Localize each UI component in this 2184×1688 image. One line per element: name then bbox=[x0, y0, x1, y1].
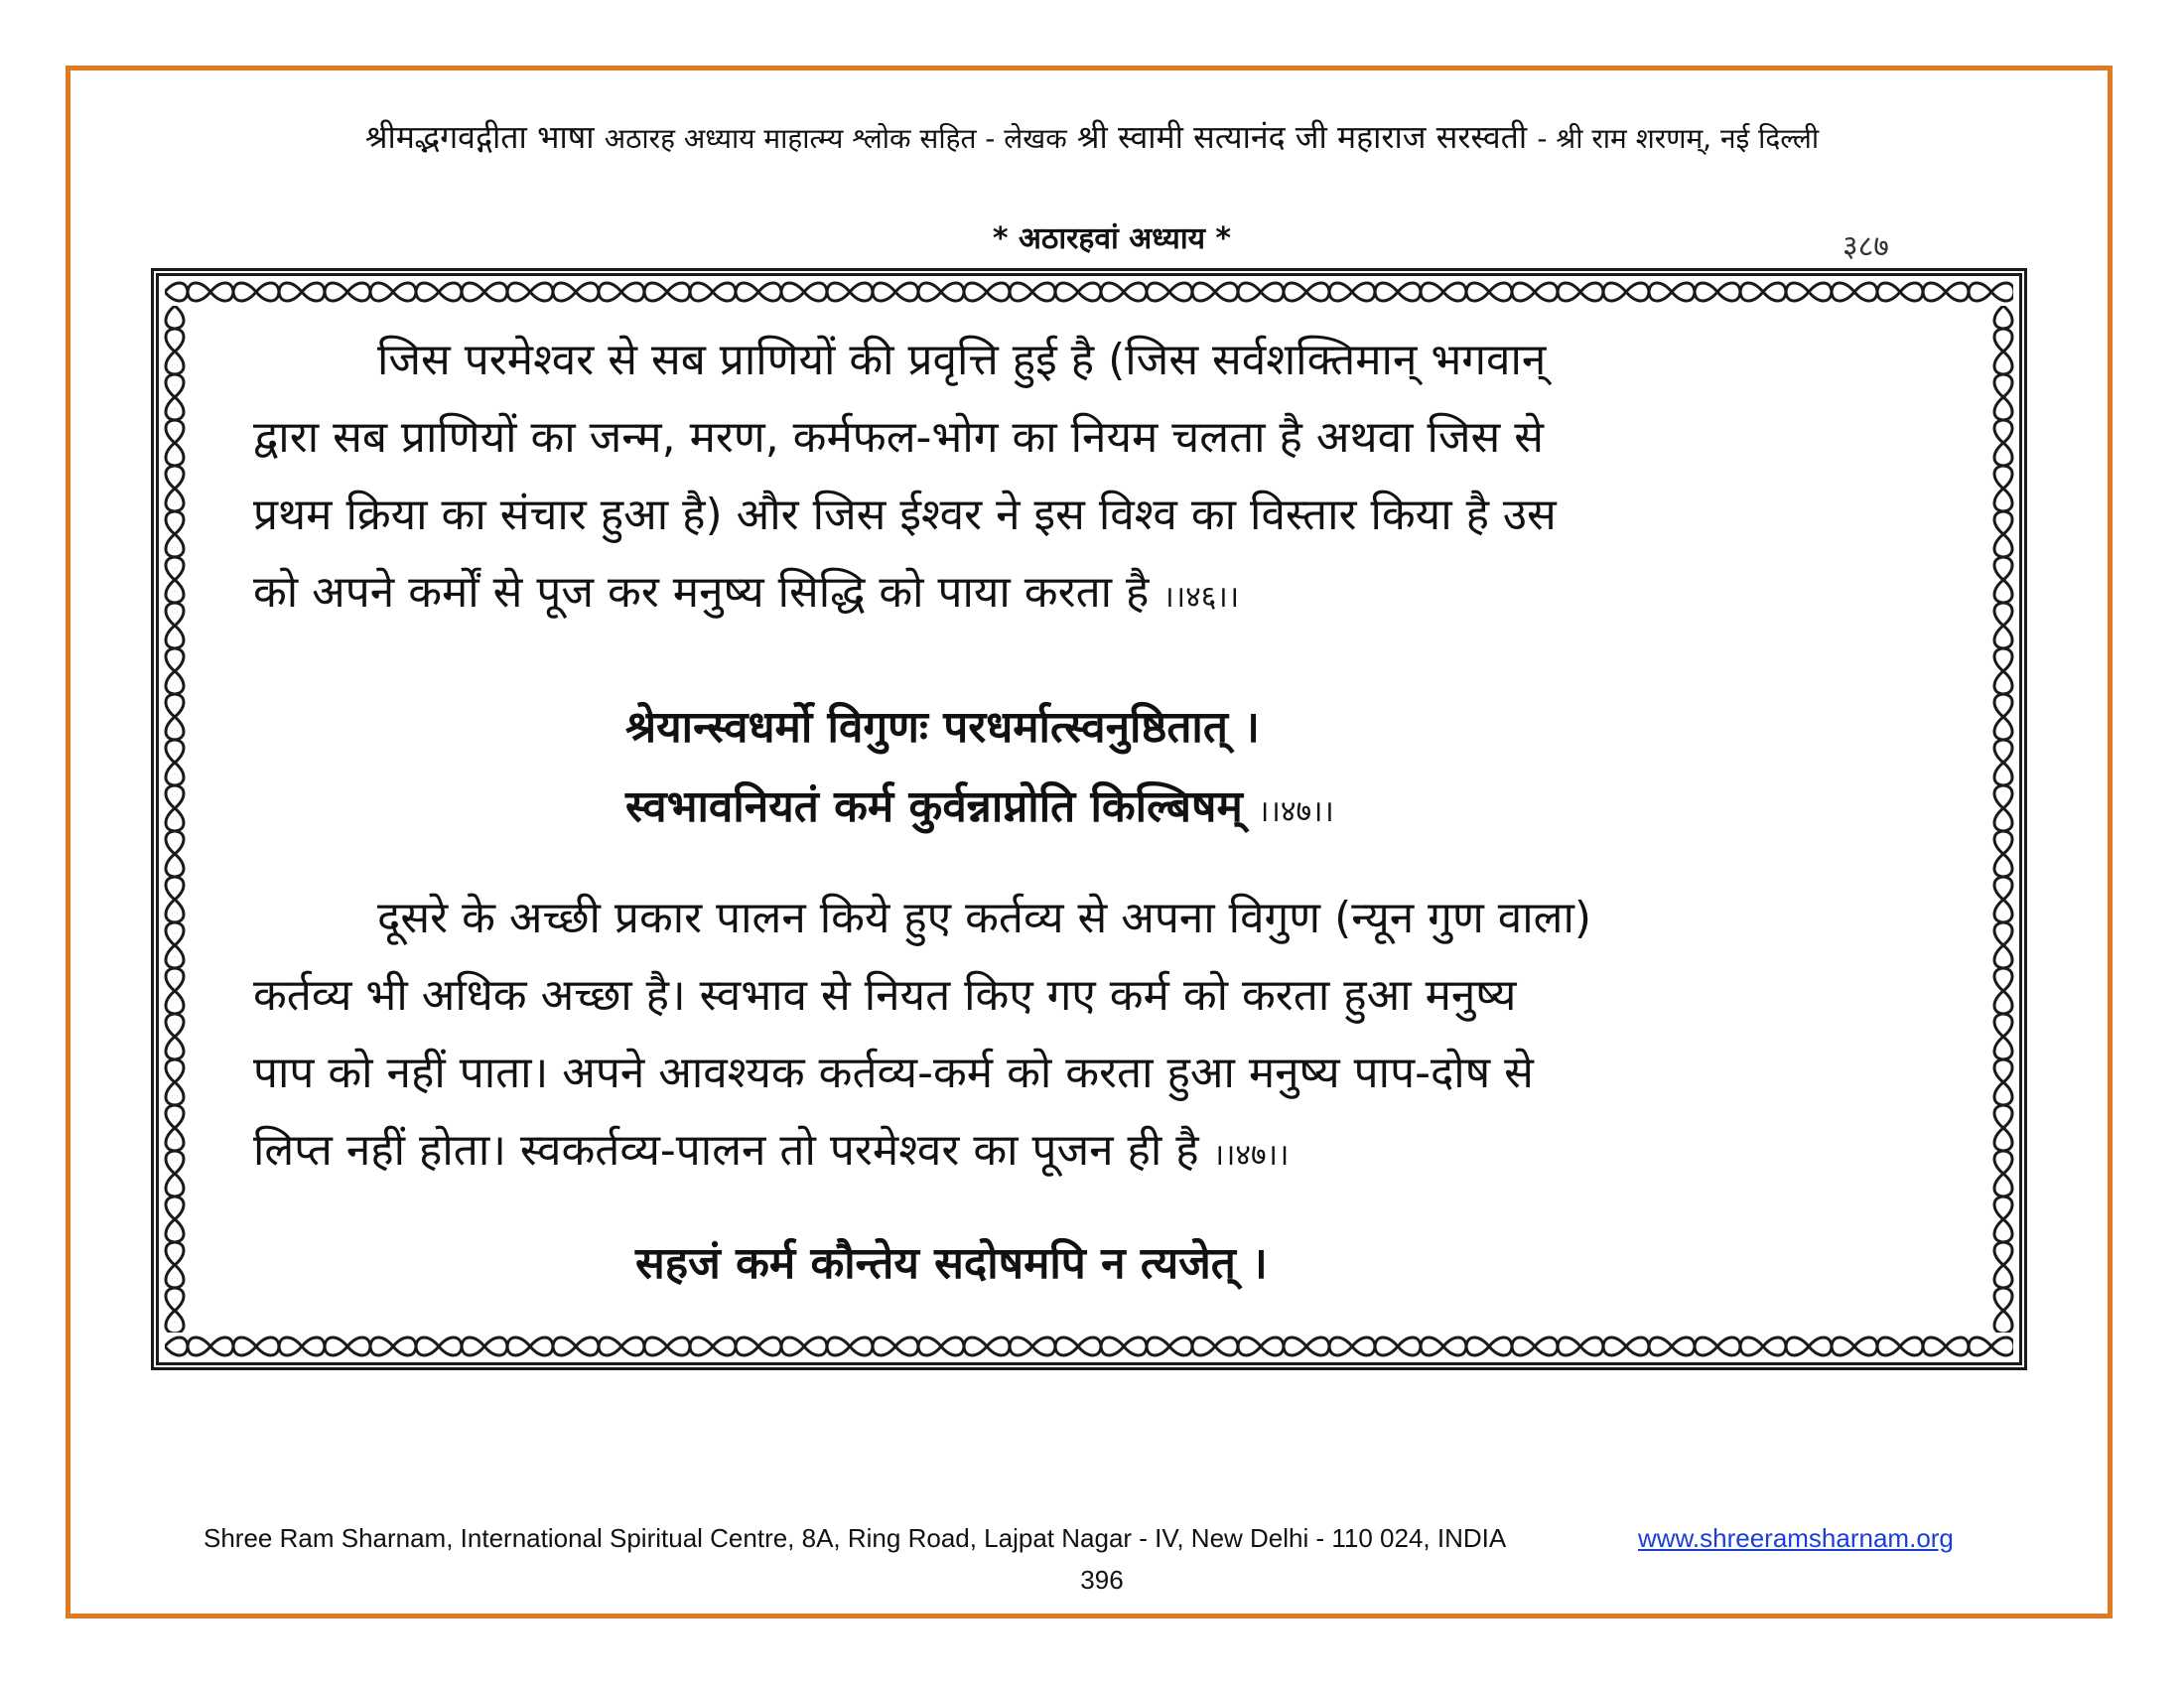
header-title-part1: श्रीमद्भगवद्गीता भाषा bbox=[364, 118, 595, 156]
chapter-heading: * अठारहवां अध्याय * bbox=[992, 221, 1232, 256]
footer-page-number: 396 bbox=[1080, 1565, 1124, 1595]
footer-address: Shree Ram Sharnam, International Spiritual Centre, 8A, Ring Road, Lajpat Nagar - IV, New Delhi - 110 024, INDIA bbox=[204, 1523, 1507, 1553]
prose-line: कर्तव्य भी अधिक अच्छा है। स्वभाव से नियत किए गए कर्म को करता हुआ मनुष्य bbox=[253, 970, 1517, 1021]
prose-line: पाप को नहीं पाता। अपने आवश्यक कर्तव्य-कर्म को करता हुआ मनुष्य पाप-दोष से bbox=[253, 1048, 1534, 1098]
header-title-part4: - श्री राम शरणम्, नई दिल्ली bbox=[1537, 122, 1820, 155]
prose-line bbox=[253, 1118, 1289, 1178]
verse-text: स्वभावनियतं कर्म कुर्वन्नाप्नोति किल्बिषम् bbox=[625, 781, 1243, 832]
header-title-part2: अठारह अध्याय माहात्म्य श्लोक सहित - लेखक bbox=[604, 122, 1067, 155]
border-chain-left bbox=[163, 306, 187, 1333]
running-header bbox=[89, 115, 2095, 158]
verse-line bbox=[625, 774, 1334, 834]
prose-line bbox=[253, 560, 1239, 620]
book-page-number: ३८७ bbox=[1843, 229, 1889, 264]
border-chain-top bbox=[165, 280, 2013, 304]
prose-line: जिस परमेश्वर से सब प्राणियों की प्रवृत्ति हुई है (जिस सर्वशक्तिमान् भगवान् bbox=[377, 335, 1547, 385]
prose-text: लिप्त नहीं होता। स्वकर्तव्य-पालन तो परमेश्वर का पूजन ही है bbox=[253, 1125, 1199, 1176]
verse-number: ।।४७।। bbox=[1212, 1138, 1290, 1173]
prose-line: द्वारा सब प्राणियों का जन्म, मरण, कर्मफल-भोग का नियम चलता है अथवा जिस से bbox=[253, 412, 1544, 463]
border-chain-right bbox=[1991, 306, 2015, 1333]
verse-line: सहजं कर्म कौन्तेय सदोषमपि न त्यजेत् । bbox=[635, 1238, 1268, 1289]
prose-line: प्रथम क्रिया का संचार हुआ है) और जिस ईश्वर ने इस विश्व का विस्तार किया है उस bbox=[253, 490, 1557, 540]
website-link[interactable]: www.shreeramsharnam.org bbox=[1638, 1523, 1954, 1553]
verse-number: ।।४६।। bbox=[1162, 580, 1240, 615]
border-chain-bottom bbox=[165, 1335, 2013, 1358]
verse-line: श्रेयान्स्वधर्मो विगुणः परधर्मात्स्वनुष्ठितात् । bbox=[625, 702, 1260, 753]
verse-number: ।।४७।। bbox=[1258, 794, 1334, 829]
header-title-part3: श्री स्वामी सत्यानंद जी महाराज सरस्वती bbox=[1076, 118, 1528, 156]
prose-text: को अपने कर्मों से पूज कर मनुष्य सिद्धि को पाया करता है bbox=[253, 567, 1150, 618]
prose-line: दूसरे के अच्छी प्रकार पालन किये हुए कर्तव्य से अपना विगुण (न्यून गुण वाला) bbox=[377, 893, 1592, 943]
